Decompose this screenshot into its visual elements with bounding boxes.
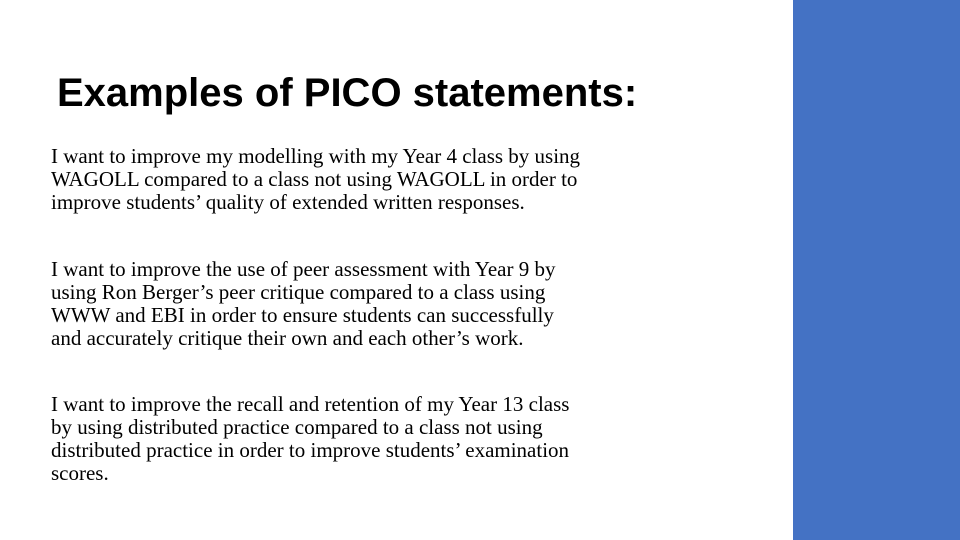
text-line: WWW and EBI in order to ensure students can successfully [51,303,554,327]
pico-example-3 [51,393,691,485]
text-line: using Ron Berger’s peer critique compared to a class using [51,280,546,304]
text-line: by using distributed practice compared to a class not using [51,415,543,439]
text-line: WAGOLL compared to a class not using WAGOLL in order to [51,167,578,191]
slide-body [51,145,691,485]
pico-example-2 [51,258,691,350]
text-line: I want to improve the use of peer assessment with Year 9 by [51,257,556,281]
text-line: I want to improve my modelling with my Year 4 class by using [51,144,581,168]
accent-side-bar [793,0,960,540]
text-line: and accurately critique their own and each other’s work. [51,326,524,350]
text-line: I want to improve the recall and retention of my Year 13 class [51,392,570,416]
text-line: improve students’ quality of extended written responses. [51,190,525,214]
text-line: scores. [51,461,109,485]
pico-example-1 [51,145,691,214]
slide-title: Examples of PICO statements: [57,71,638,115]
text-line: distributed practice in order to improve students’ examination [51,438,570,462]
